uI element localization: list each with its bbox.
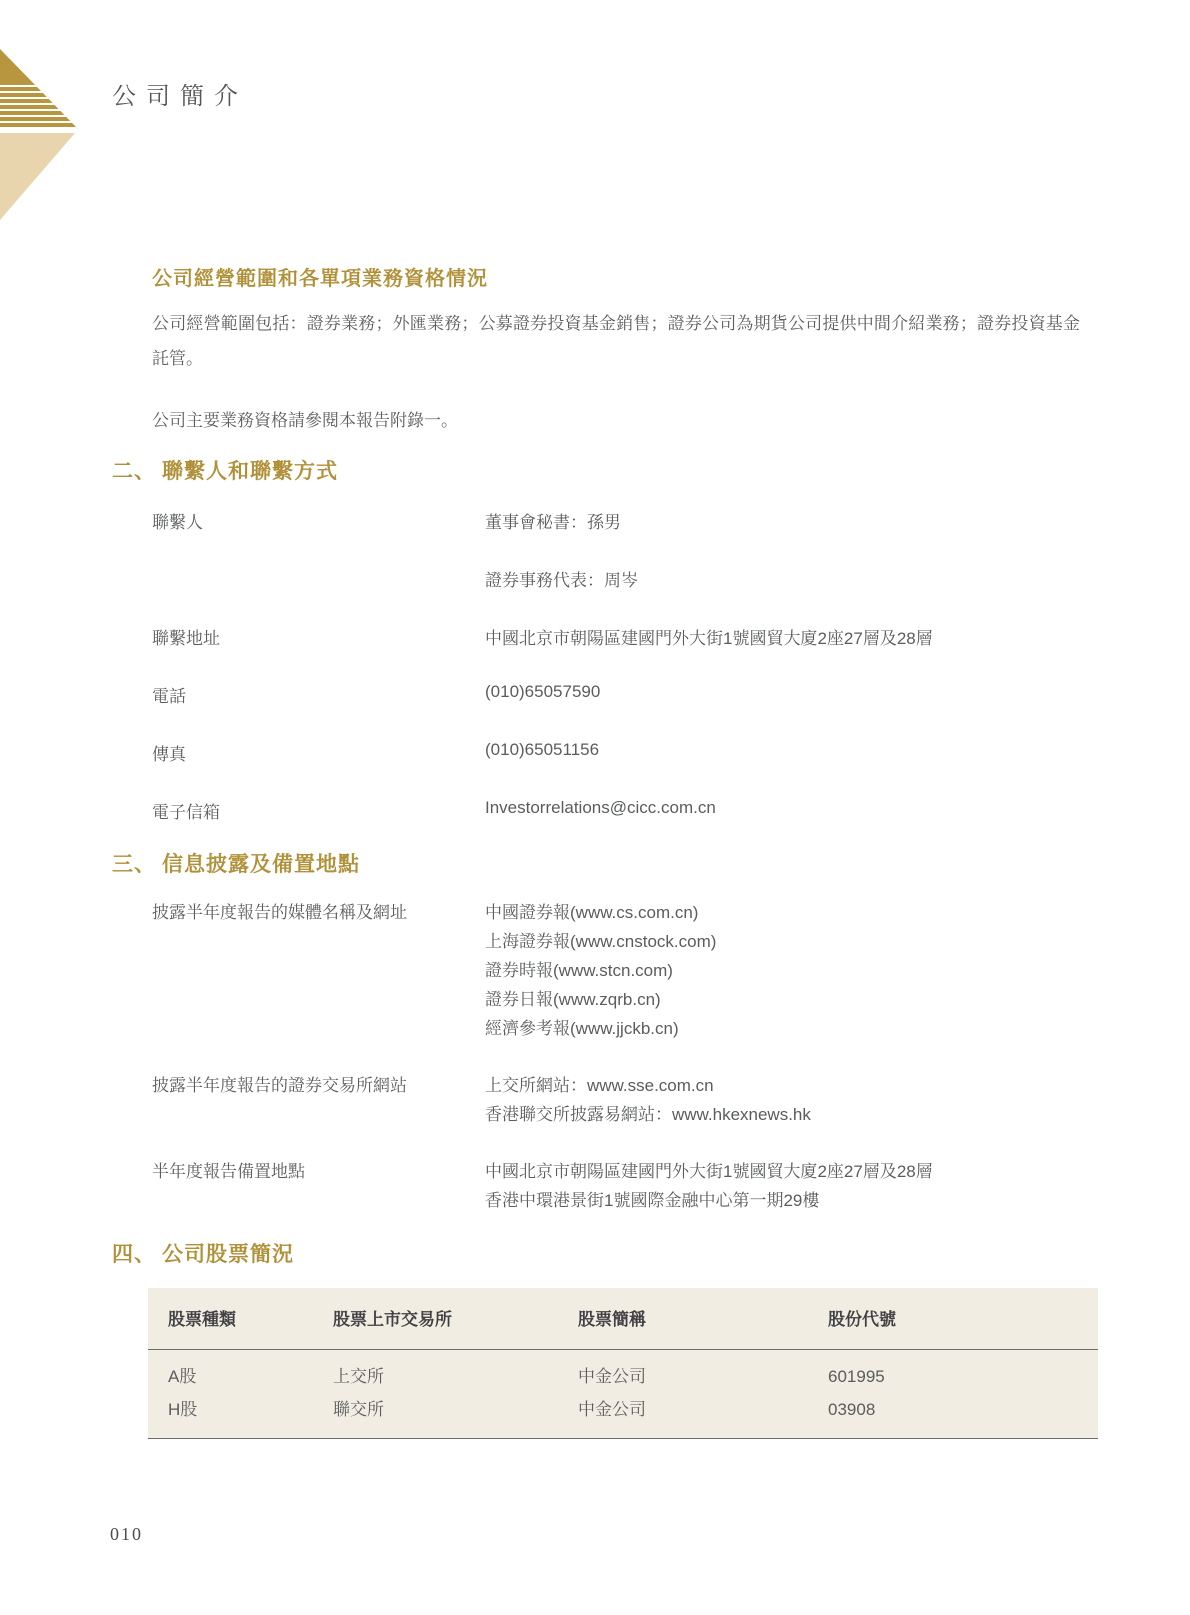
short-name-cell: 中金公司 [578, 1367, 646, 1386]
section-business-scope-title: 公司經營範圍和各單項業務資格情況 [152, 268, 488, 290]
section-contacts-number: 二、 [112, 460, 156, 483]
contact-label: 聯繫人 [152, 513, 203, 532]
exchange-cell: 聯交所 [333, 1400, 384, 1419]
contact-row [152, 508, 1082, 566]
media-line: 中國證券報(www.cs.com.cn) [485, 903, 699, 922]
exchange-website-line: 上交所網站：www.sse.com.cn [485, 1076, 714, 1095]
table-row [148, 1360, 1098, 1393]
section-contacts-heading-text: 聯繫人和聯繫方式 [162, 460, 338, 483]
table-row [148, 1393, 1098, 1426]
report-location-line: 香港中環港景街1號國際金融中心第一期29樓 [485, 1191, 820, 1210]
contact-row [152, 566, 1082, 624]
section-stock-title [112, 1238, 294, 1268]
business-scope-paragraph: 公司經營範圍包括：證券業務；外匯業務；公募證券投資基金銷售；證券公司為期貨公司提供中間介紹業務；證券投資基金託管。 [152, 314, 1080, 368]
section-contacts-title [112, 455, 338, 485]
page-number: 010 [110, 1524, 143, 1544]
disclosure-values [485, 1157, 933, 1215]
column-header-short-name: 股票簡稱 [578, 1310, 646, 1329]
contact-label: 電話 [152, 687, 186, 706]
disclosure-values [485, 1071, 811, 1129]
disclosure-label: 披露半年度報告的證券交易所網站 [152, 1076, 407, 1095]
contact-value: 董事會秘書：孫男 [485, 513, 621, 532]
contact-label: 傳真 [152, 745, 186, 764]
contact-email-value: Investorrelations@cicc.com.cn [485, 798, 716, 817]
media-line: 證券時報(www.stcn.com) [485, 961, 673, 980]
section-disclosure-title [112, 848, 360, 878]
column-header-exchange: 股票上市交易所 [333, 1310, 452, 1329]
disclosure-row [152, 1071, 1082, 1129]
section-stock-number: 四、 [112, 1243, 156, 1266]
stock-code-cell: 03908 [828, 1400, 876, 1419]
contact-value: (010)65051156 [485, 740, 600, 759]
section-disclosure-number: 三、 [112, 853, 156, 876]
stock-code-cell: 601995 [828, 1367, 885, 1386]
contact-row [152, 682, 1082, 740]
exchange-cell: 上交所 [333, 1367, 384, 1386]
report-location-line: 中國北京市朝陽區建國門外大街1號國貿大廈2座27層及28層 [485, 1162, 933, 1181]
short-name-cell: 中金公司 [578, 1400, 646, 1419]
disclosure-list [152, 898, 1082, 1243]
contact-label: 聯繫地址 [152, 629, 220, 648]
stock-table [148, 1288, 1098, 1439]
media-line: 上海證券報(www.cnstock.com) [485, 932, 717, 951]
section-disclosure-heading-text: 信息披露及備置地點 [162, 853, 360, 876]
section-stock-heading-text: 公司股票簡況 [162, 1243, 294, 1266]
disclosure-values [485, 898, 716, 1043]
column-header-stock-code: 股份代號 [828, 1310, 896, 1329]
stock-table-body [148, 1350, 1098, 1439]
disclosure-row [152, 1157, 1082, 1215]
media-line: 證券日報(www.zqrb.cn) [485, 990, 661, 1009]
contact-list [152, 508, 1082, 856]
disclosure-label: 披露半年度報告的媒體名稱及網址 [152, 903, 407, 922]
column-header-share-type: 股票種類 [168, 1310, 236, 1329]
media-line: 經濟參考報(www.jjckb.cn) [485, 1019, 679, 1038]
contact-row [152, 624, 1082, 682]
contact-value: 證券事務代表：周岑 [485, 571, 638, 590]
stock-table-header-row [148, 1288, 1098, 1350]
contact-label: 電子信箱 [152, 803, 220, 822]
share-type-cell: H股 [168, 1400, 198, 1419]
corner-decoration-triangle-icon [0, 49, 78, 220]
disclosure-label: 半年度報告備置地點 [152, 1162, 305, 1181]
page-title: 公司簡介 [112, 84, 248, 110]
business-qualification-paragraph: 公司主要業務資格請參閱本報告附錄一。 [152, 411, 458, 430]
contact-value: (010)65057590 [485, 682, 601, 701]
share-type-cell: A股 [168, 1367, 197, 1386]
contact-row [152, 740, 1082, 798]
disclosure-row [152, 898, 1082, 1043]
exchange-website-line: 香港聯交所披露易網站：www.hkexnews.hk [485, 1105, 811, 1124]
contact-value: 中國北京市朝陽區建國門外大街1號國貿大廈2座27層及28層 [485, 629, 933, 648]
